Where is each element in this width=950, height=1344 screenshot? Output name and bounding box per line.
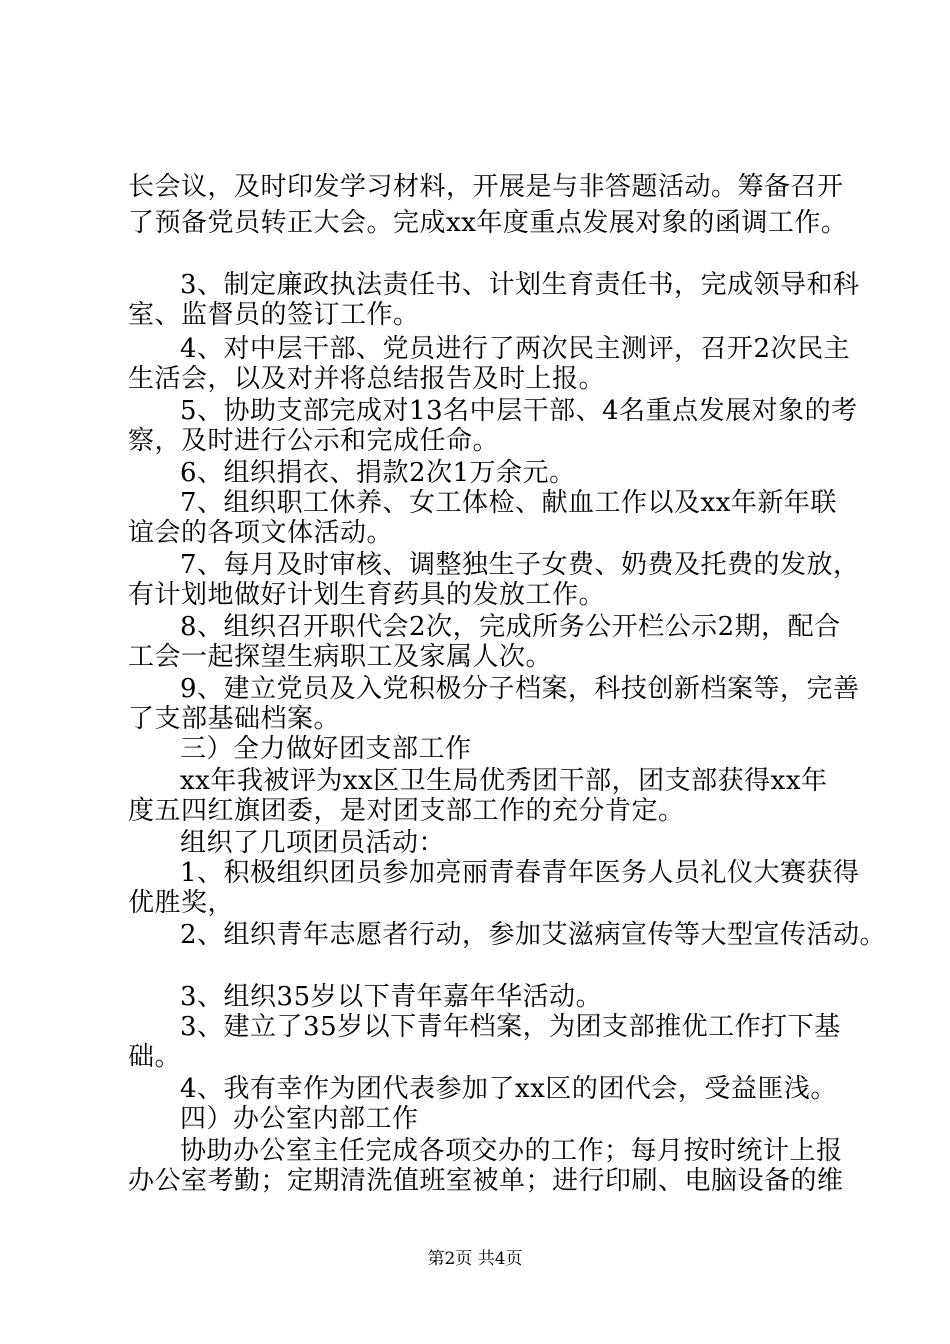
text-line-12: 7、每月及时审核、调整独生子女费、奶费及托费的发放， — [180, 550, 860, 580]
text-line-2: 了预备党员转正大会。完成xx年度重点发展对象的函调工作。 — [128, 208, 848, 238]
text-line-31: 办公室考勤；定期清洗值班室被单；进行印刷、电脑设备的维 — [128, 1166, 844, 1196]
text-line-6: 生活会，以及对并将总结报告及时上报。 — [128, 364, 606, 394]
text-line-21: 组织了几项团员活动： — [180, 828, 446, 858]
text-line-28: 4、我有幸作为团代表参加了xx区的团代会，受益匪浅。 — [180, 1074, 837, 1104]
text-line-7: 5、协助支部完成对13名中层干部、4名重点发展对象的考 — [180, 396, 858, 426]
text-line-30: 协助办公室主任完成各项交办的工作；每月按时统计上报 — [180, 1136, 843, 1166]
text-line-17: 了支部基础档案。 — [128, 704, 341, 734]
text-line-11: 谊会的各项文体活动。 — [128, 518, 394, 548]
section-heading-4: 四）办公室内部工作 — [180, 1104, 419, 1134]
text-line-16: 9、建立党员及入党积极分子档案，科技创新档案等，完善 — [180, 674, 860, 704]
text-line-24: 2、组织青年志愿者行动，参加艾滋病宣传等大型宣传活动。 — [180, 920, 887, 950]
text-line-26: 3、建立了35岁以下青年档案，为团支部推优工作打下基 — [180, 1012, 841, 1042]
text-line-5: 4、对中层干部、党员进行了两次民主测评，召开2次民主 — [180, 334, 851, 364]
text-line-27: 础。 — [128, 1042, 182, 1072]
text-line-10: 7、组织职工休养、女工体检、献血工作以及xx年新年联 — [180, 488, 837, 518]
text-line-22: 1、积极组织团员参加亮丽青春青年医务人员礼仪大赛获得 — [180, 858, 860, 888]
text-line-14: 8、组织召开职代会2次，完成所务公开栏公示2期，配合 — [180, 612, 841, 642]
text-line-15: 工会一起探望生病职工及家属人次。 — [128, 642, 553, 672]
text-line-25: 3、组织35岁以下青年嘉年华活动。 — [180, 982, 603, 1012]
section-heading-3: 三）全力做好团支部工作 — [180, 734, 472, 764]
text-line-20: 度五四红旗团委，是对团支部工作的充分肯定。 — [128, 796, 685, 826]
text-line-3: 3、制定廉政执法责任书、计划生育责任书，完成领导和科 — [180, 270, 860, 300]
text-line-9: 6、组织捐衣、捐款2次1万余元。 — [180, 458, 576, 488]
text-line-1: 长会议，及时印发学习材料，开展是与非答题活动。筹备召开 — [128, 172, 844, 202]
text-line-13: 有计划地做好计划生育药具的发放工作。 — [128, 580, 606, 610]
page-footer: 第2页 共4页 — [427, 1249, 523, 1269]
text-line-8: 察，及时进行公示和完成任命。 — [128, 426, 500, 456]
text-line-23: 优胜奖， — [128, 888, 235, 918]
text-line-19: xx年我被评为xx区卫生局优秀团干部，团支部获得xx年 — [180, 766, 828, 796]
text-line-4: 室、监督员的签订工作。 — [128, 300, 420, 330]
